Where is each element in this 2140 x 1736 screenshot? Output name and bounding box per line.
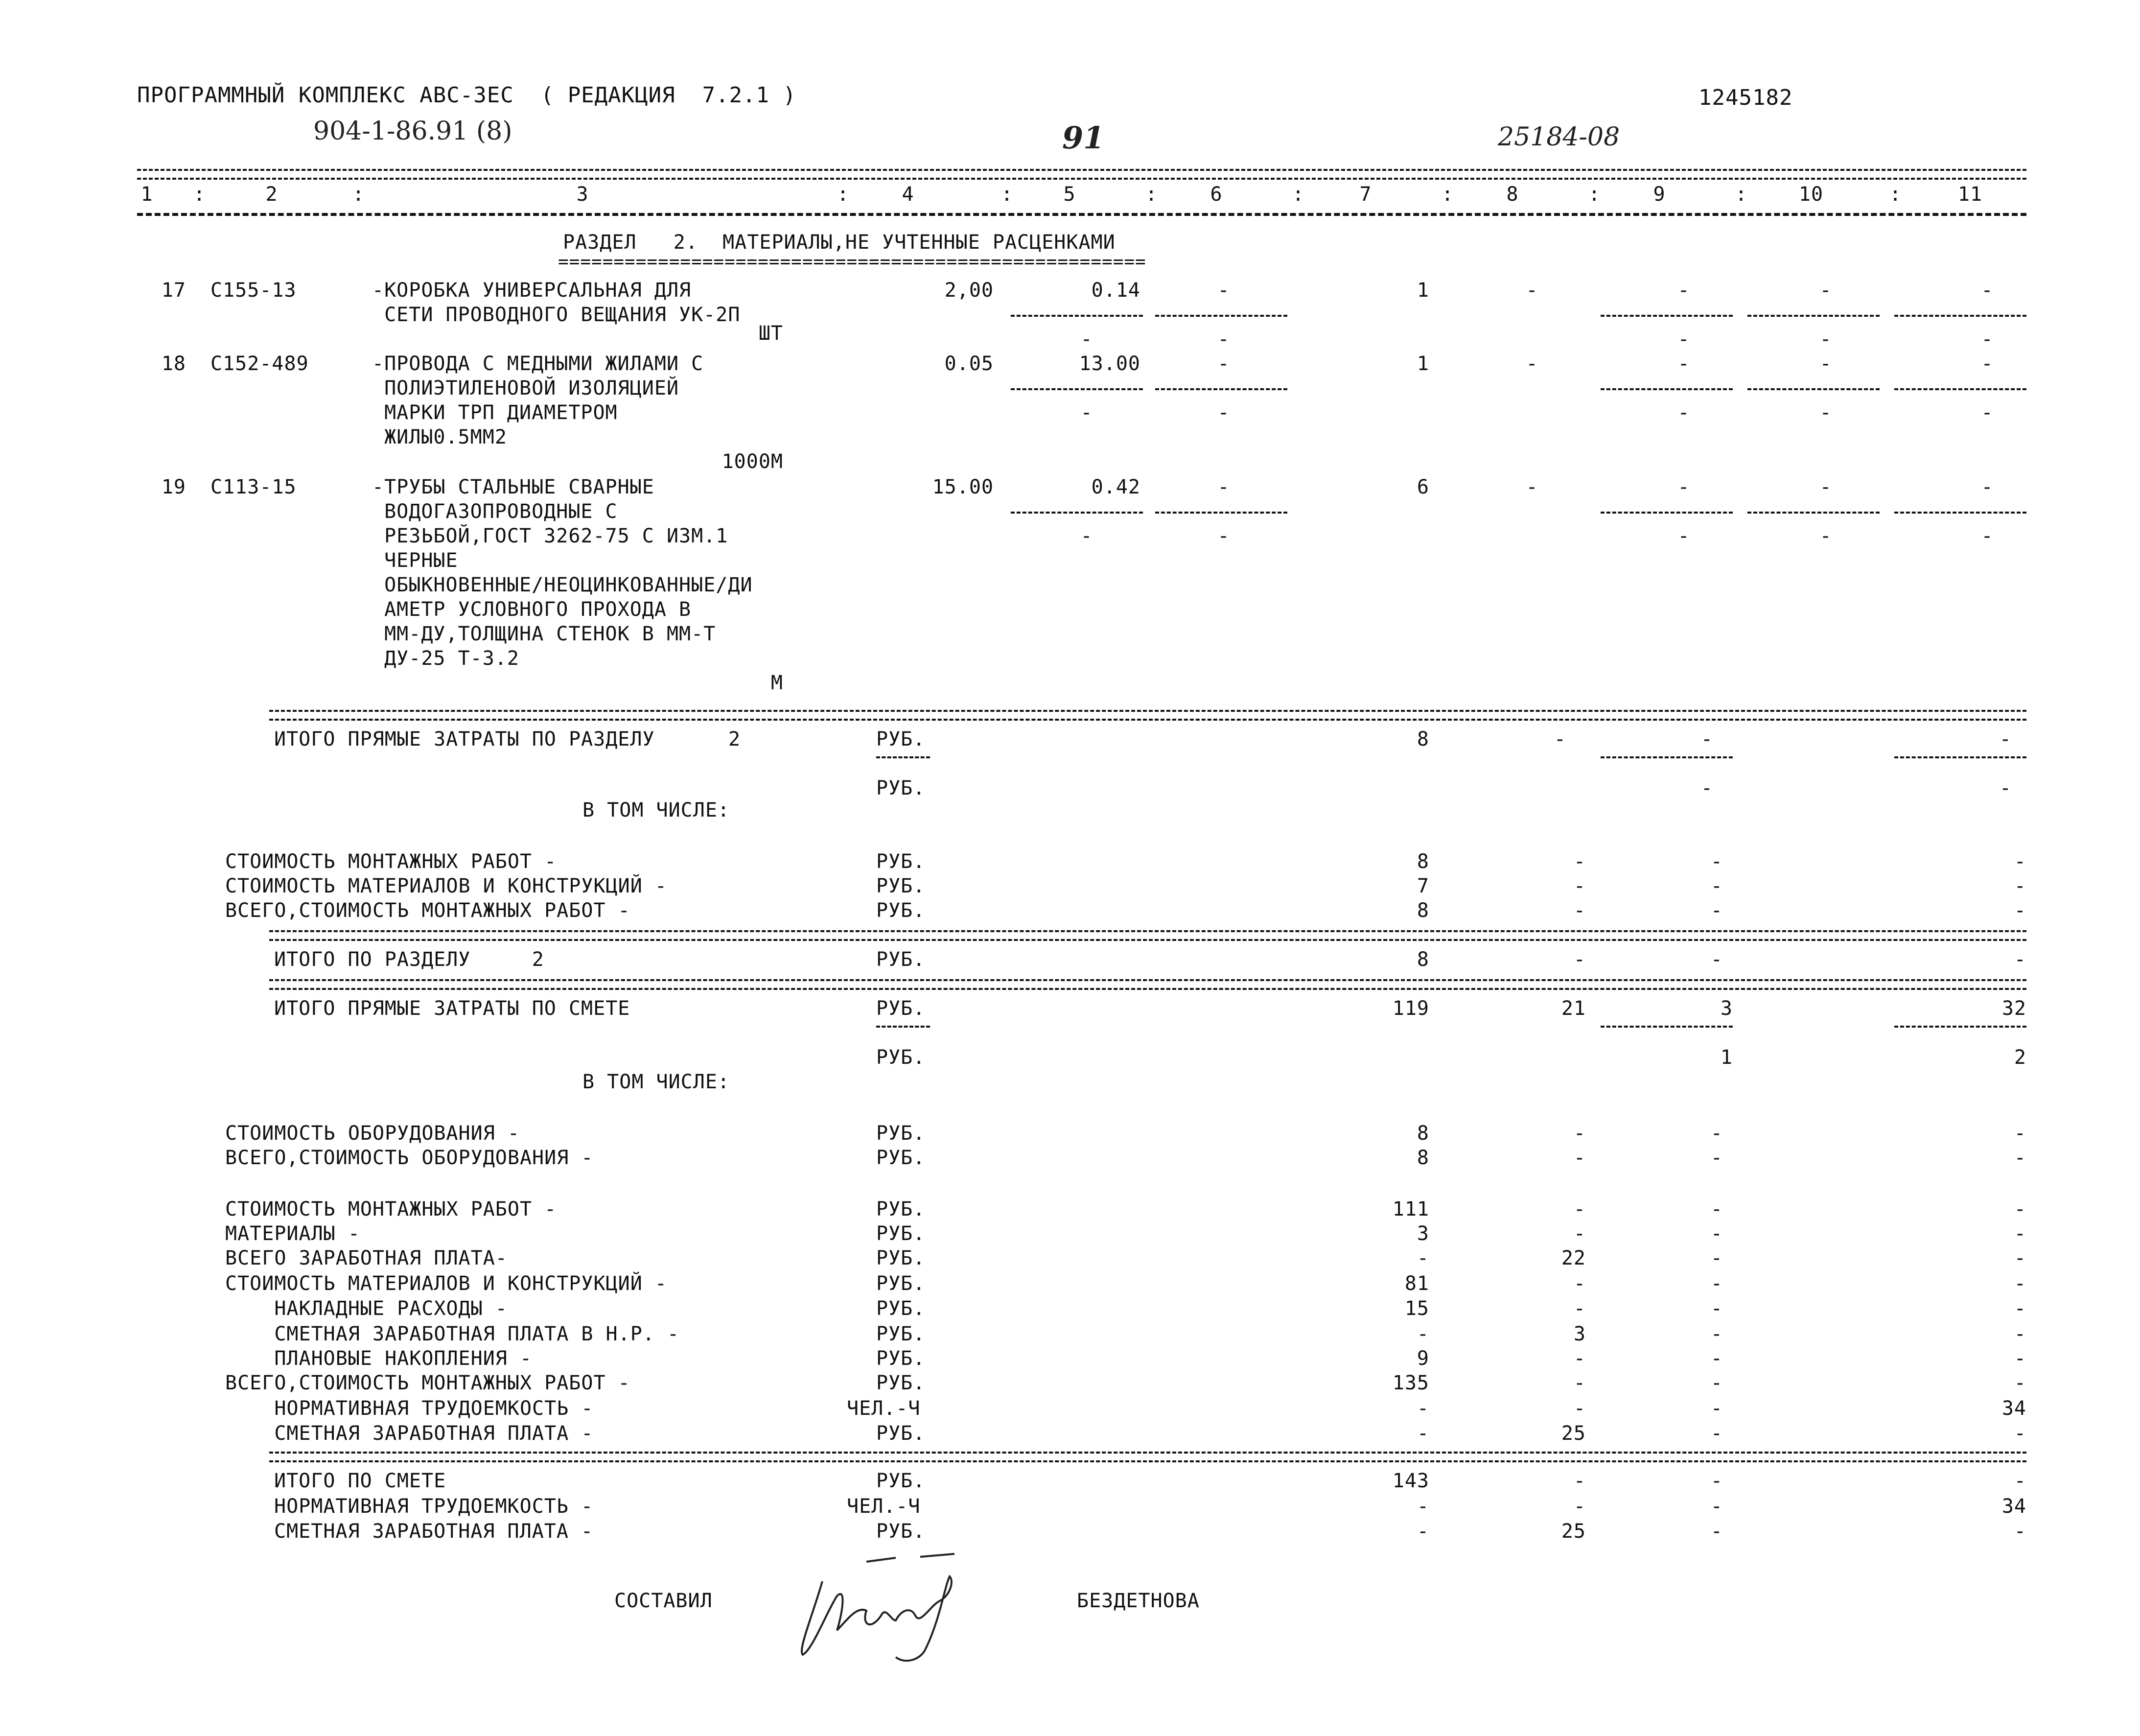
item-sub-col6: - [1217,328,1230,351]
document-number: 1245182 [1698,85,1793,110]
estimate-final-row-col11: - [2014,1520,2026,1543]
column-separator: : [352,183,365,206]
estimate-direct-col11: 32 [2001,997,2026,1020]
estimate-equipment-row-col9: - [1710,1147,1723,1169]
item-col11: - [1981,352,1994,375]
section-direct-col8: - [1554,728,1566,751]
estimate-works-row-label: СТОИМОСТЬ МОНТАЖНЫХ РАБОТ - [225,1198,557,1220]
estimate-final-row-label: ИТОГО ПО СМЕТЕ [274,1470,446,1492]
item-subrule [1747,315,1880,317]
estimate-final-row-unit: РУБ. [876,1520,926,1543]
section-total-col9: - [1710,948,1723,971]
section-row-label: СТОИМОСТЬ МАТЕРИАЛОВ И КОНСТРУКЦИЙ - [225,875,667,897]
item-quantity: 0.05 [944,352,994,375]
item-price: 0.14 [1091,279,1140,302]
item-code: С113-15 [210,476,297,498]
estimate-final-row-col9: - [1710,1520,1723,1543]
estimate-works-row-col7: 81 [1404,1272,1429,1295]
section-direct-subrule [1894,756,2026,758]
item-description-line: ММ-ДУ,ТОЛЩИНА СТЕНОК В ММ-Т [372,623,716,645]
item-col6: - [1217,476,1230,498]
item-code: С152-489 [210,352,309,375]
section-row-col8: - [1573,899,1586,922]
estimate-direct-label: ИТОГО ПРЯМЫЕ ЗАТРАТЫ ПО СМЕТЕ [274,997,630,1020]
header-top-rule [137,169,2026,180]
estimate-works-row-label: НОРМАТИВНАЯ ТРУДОЕМКОСТЬ - [225,1397,594,1420]
item-sub-col9: - [1677,401,1690,424]
section-row-col8: - [1573,850,1586,873]
column-header-3: 3 [576,183,589,206]
estimate-works-row-unit: РУБ. [876,1347,926,1370]
section-row-unit: РУБ. [876,899,926,922]
estimate-final-row-unit: ЧЕЛ.-Ч [847,1495,921,1518]
estimate-final-row-col9: - [1710,1470,1723,1492]
item-col7: 1 [1417,352,1429,375]
estimate-works-row-col8: - [1573,1372,1586,1394]
item-subrule [1011,512,1143,514]
column-header-9: 9 [1653,183,1666,206]
estimate-works-row-col7: - [1417,1247,1429,1269]
item-description-line: -ТРУБЫ СТАЛЬНЫЕ СВАРНЫЕ [372,476,654,498]
column-separator: : [1145,183,1158,206]
estimate-works-row-col7: - [1417,1323,1429,1345]
section-row-col9: - [1710,899,1723,922]
item-col10: - [1819,352,1832,375]
item-col8: - [1526,476,1538,498]
column-separator: : [1001,183,1014,206]
item-subrule [1894,315,2026,317]
item-price: 13.00 [1079,352,1140,375]
item-sub-col10: - [1819,525,1832,547]
estimate-equipment-row-col9: - [1710,1122,1723,1145]
item-col10: - [1819,476,1832,498]
section-direct-subrule [1601,756,1733,758]
estimate-final-row-col7: - [1417,1495,1429,1518]
estimate-works-row-label: ВСЕГО ЗАРАБОТНАЯ ПЛАТА- [225,1247,508,1269]
item-subrule [1601,388,1733,390]
section-direct-col7: 8 [1417,728,1429,751]
estimate-works-row-col9: - [1710,1247,1723,1269]
estimate-final-row-unit: РУБ. [876,1470,926,1492]
item-description-line: ДУ-25 Т-3.2 [372,647,519,670]
estimate-works-row-col11: - [2014,1323,2026,1345]
estimate-works-row-unit: РУБ. [876,1323,926,1345]
estimate-works-row-unit: РУБ. [876,1198,926,1220]
item-subrule [1747,512,1880,514]
column-header-1: 1 [140,183,153,206]
item-col11: - [1981,476,1994,498]
estimate-works-row-col11: - [2014,1297,2026,1320]
section-direct2-col11: - [1999,777,2012,799]
item-col9: - [1677,476,1690,498]
section-direct2-col9: - [1700,777,1713,799]
estimate-works-row-col7: 3 [1417,1222,1429,1245]
column-header-11: 11 [1957,183,1983,206]
estimate-works-row-col9: - [1710,1323,1723,1345]
estimate-works-row-col7: 111 [1392,1198,1429,1220]
section-total-col7: 8 [1417,948,1429,971]
section-total-unit: РУБ. [876,948,926,971]
estimate-direct2-col9: 1 [1720,1046,1733,1069]
estimate-final-rule [269,1452,2026,1462]
item-description-line: РЕЗЬБОЙ,ГОСТ 3262-75 С ИЗМ.1 [372,525,728,547]
item-sub-col10: - [1819,401,1832,424]
section-including: В ТОМ ЧИСЛЕ: [582,799,730,821]
item-sub-col5: - [1080,401,1093,424]
estimate-works-row-col7: 135 [1392,1372,1429,1394]
estimate-works-row-col11: - [2014,1422,2026,1445]
section-row-col7: 8 [1417,850,1429,873]
item-col7: 1 [1417,279,1429,302]
item-number: 18 [161,352,186,375]
column-header-10: 10 [1798,183,1824,206]
column-separator: : [1442,183,1454,206]
estimate-works-row-label: НАКЛАДНЫЕ РАСХОДЫ - [225,1297,508,1320]
estimate-final-row-label: СМЕТНАЯ ЗАРАБОТНАЯ ПЛАТА - [274,1520,594,1543]
estimate-works-row-col8: - [1573,1347,1586,1370]
estimate-works-row-label: ПЛАНОВЫЕ НАКОПЛЕНИЯ - [225,1347,533,1370]
program-title: ПРОГРАММНЫЙ КОМПЛЕКС АВС-3ЕС ( РЕДАКЦИЯ 7.2.1 ) [137,83,797,108]
estimate-works-row-unit: ЧЕЛ.-Ч [847,1397,921,1420]
estimate-final-row-col8: 25 [1561,1520,1586,1543]
item-description-line: ОБЫКНОВЕННЫЕ/НЕОЦИНКОВАННЫЕ/ДИ [372,574,753,596]
estimate-works-row-col8: - [1573,1222,1586,1245]
section-row-unit: РУБ. [876,850,926,873]
signature-image [793,1552,1028,1669]
estimate-works-row-unit: РУБ. [876,1297,926,1320]
item-price: 0.42 [1091,476,1140,498]
estimate-works-row-col11: - [2014,1198,2026,1220]
item-sub-col5: - [1080,328,1093,351]
section-total-col8: - [1573,948,1586,971]
estimate-works-row-unit: РУБ. [876,1222,926,1245]
item-sub-col11: - [1981,328,1994,351]
item-quantity: 2,00 [944,279,994,302]
estimate-works-row-col8: - [1573,1397,1586,1420]
estimate-works-row-unit: РУБ. [876,1272,926,1295]
section-direct-unit-rule [876,756,930,758]
estimate-final-row-col7: - [1417,1520,1429,1543]
column-separator: : [1735,183,1748,206]
item-col8: - [1526,279,1538,302]
item-col9: - [1677,279,1690,302]
estimate-works-row-unit: РУБ. [876,1247,926,1269]
section-direct-col9: - [1700,728,1713,751]
item-description-line: МАРКИ ТРП ДИАМЕТРОМ [372,401,618,424]
section-direct2-unit: РУБ. [876,777,926,799]
estimate-works-row-col8: - [1573,1297,1586,1320]
item-subrule [1894,512,2026,514]
section-direct-rule [269,710,2026,721]
item-subrule [1747,388,1880,390]
item-col6: - [1217,352,1230,375]
section-row-col7: 8 [1417,899,1429,922]
estimate-works-row-col8: 22 [1561,1247,1586,1269]
estimate-direct2-unit: РУБ. [876,1046,926,1069]
estimate-final-row-col8: - [1573,1495,1586,1518]
estimate-works-row-col7: 9 [1417,1347,1429,1370]
item-number: 17 [161,279,186,302]
item-subrule [1601,512,1733,514]
column-separator: : [193,183,206,206]
item-col7: 6 [1417,476,1429,498]
estimate-works-row-col8: - [1573,1198,1586,1220]
item-subrule [1155,512,1287,514]
column-header-8: 8 [1506,183,1519,206]
estimate-equipment-row-col11: - [2014,1122,2026,1145]
section-direct-label: ИТОГО ПРЯМЫЕ ЗАТРАТЫ ПО РАЗДЕЛУ 2 [274,728,741,751]
section-row-col11: - [2014,875,2026,897]
item-col9: - [1677,352,1690,375]
estimate-equipment-row-col7: 8 [1417,1147,1429,1169]
estimate-final-row-col8: - [1573,1470,1586,1492]
handwritten-reference: 25184-08 [1498,122,1620,152]
item-sub-col9: - [1677,328,1690,351]
section-total-col11: - [2014,948,2026,971]
estimate-final-row-col9: - [1710,1495,1723,1518]
section-row-col7: 7 [1417,875,1429,897]
estimate-equipment-row-unit: РУБ. [876,1122,926,1145]
item-subrule [1155,315,1287,317]
section-total-label: ИТОГО ПО РАЗДЕЛУ 2 [274,948,544,971]
estimate-works-row-unit: РУБ. [876,1422,926,1445]
estimate-works-row-col9: - [1710,1422,1723,1445]
column-separator: : [1588,183,1601,206]
item-description-line: ЧЕРНЫЕ [372,549,458,572]
section-direct-col11: - [1999,728,2012,751]
section-row-label: ВСЕГО,СТОИМОСТЬ МОНТАЖНЫХ РАБОТ - [225,899,630,922]
column-header-7: 7 [1359,183,1372,206]
item-subrule [1155,388,1287,390]
item-description-line: СЕТИ ПРОВОДНОГО ВЕЩАНИЯ УК-2П [372,304,741,326]
column-separator: : [1292,183,1305,206]
section-title: РАЗДЕЛ 2. МАТЕРИАЛЫ,НЕ УЧТЕННЫЕ РАСЦЕНКАМИ [563,231,1116,254]
section-direct-unit: РУБ. [876,728,926,751]
handwritten-page: 91 [1062,120,1105,156]
estimate-works-row-unit: РУБ. [876,1372,926,1394]
estimate-works-row-col11: - [2014,1222,2026,1245]
section-title-underline: ===================================================== [558,252,1146,272]
item-description-line: ПОЛИЭТИЛЕНОВОЙ ИЗОЛЯЦИЕЙ [372,377,679,399]
section-total-rule [269,930,2026,941]
item-col11: - [1981,279,1994,302]
estimate-works-row-col9: - [1710,1198,1723,1220]
section-row-unit: РУБ. [876,875,926,897]
estimate-final-row-col11: 34 [2001,1495,2026,1518]
estimate-works-row-label: МАТЕРИАЛЫ - [225,1222,360,1245]
estimate-works-row-col11: - [2014,1347,2026,1370]
item-description-line: -ПРОВОДА С МЕДНЫМИ ЖИЛАМИ С [372,352,704,375]
estimate-direct-col7: 119 [1392,997,1429,1020]
section-row-col9: - [1710,850,1723,873]
item-description-line: ЖИЛЫ0.5ММ2 [372,426,507,448]
estimate-works-row-label: ВСЕГО,СТОИМОСТЬ МОНТАЖНЫХ РАБОТ - [225,1372,630,1394]
estimate-direct-col9: 3 [1720,997,1733,1020]
section-row-col9: - [1710,875,1723,897]
estimate-works-row-label: СМЕТНАЯ ЗАРАБОТНАЯ ПЛАТА В Н.Р. - [225,1323,680,1345]
item-description-line: АМЕТР УСЛОВНОГО ПРОХОДА В [372,598,692,621]
item-sub-col6: - [1217,401,1230,424]
estimate-including: В ТОМ ЧИСЛЕ: [582,1071,730,1093]
estimate-works-row-label: СМЕТНАЯ ЗАРАБОТНАЯ ПЛАТА - [225,1422,594,1445]
estimate-works-row-col8: - [1573,1272,1586,1295]
item-unit: ШТ [758,322,783,345]
estimate-direct-subrule [1894,1026,2026,1028]
estimate-final-row-col7: 143 [1392,1470,1429,1492]
estimate-works-row-col7: 15 [1404,1297,1429,1320]
estimate-direct2-col11: 2 [2014,1046,2026,1069]
item-subrule [1601,315,1733,317]
estimate-direct-unit-rule [876,1026,930,1028]
estimate-works-row-col11: - [2014,1247,2026,1269]
estimate-direct-unit: РУБ. [876,997,926,1020]
estimate-works-row-col9: - [1710,1272,1723,1295]
item-sub-col10: - [1819,328,1832,351]
estimate-direct-rule [269,979,2026,990]
column-separator: : [1889,183,1902,206]
estimate-equipment-row-col11: - [2014,1147,2026,1169]
section-row-col8: - [1573,875,1586,897]
estimate-works-row-col9: - [1710,1222,1723,1245]
item-sub-col6: - [1217,525,1230,547]
estimate-works-row-label: СТОИМОСТЬ МАТЕРИАЛОВ И КОНСТРУКЦИЙ - [225,1272,667,1295]
estimate-direct-subrule [1601,1026,1733,1028]
estimate-equipment-row-label: ВСЕГО,СТОИМОСТЬ ОБОРУДОВАНИЯ - [225,1147,594,1169]
item-code: С155-13 [210,279,297,302]
estimate-works-row-col9: - [1710,1397,1723,1420]
item-unit: 1000М [721,450,783,473]
estimate-works-row-col8: 3 [1573,1323,1586,1345]
item-col10: - [1819,279,1832,302]
item-sub-col11: - [1981,525,1994,547]
estimate-equipment-row-label: СТОИМОСТЬ ОБОРУДОВАНИЯ - [225,1122,520,1145]
estimate-equipment-row-col7: 8 [1417,1122,1429,1145]
estimate-works-row-col11: - [2014,1272,2026,1295]
item-subrule [1894,388,2026,390]
estimate-equipment-row-col8: - [1573,1122,1586,1145]
column-header-2: 2 [265,183,278,206]
column-separator: : [837,183,850,206]
compiled-label: СОСТАВИЛ [614,1590,713,1612]
estimate-works-row-col9: - [1710,1347,1723,1370]
item-col6: - [1217,279,1230,302]
estimate-final-row-col11: - [2014,1470,2026,1492]
item-col8: - [1526,352,1538,375]
estimate-works-row-col9: - [1710,1297,1723,1320]
section-row-col11: - [2014,899,2026,922]
estimate-works-row-col9: - [1710,1372,1723,1394]
item-sub-col9: - [1677,525,1690,547]
estimate-works-row-col11: - [2014,1372,2026,1394]
estimate-works-row-col7: - [1417,1397,1429,1420]
handwritten-code: 904-1-86.91 (8) [313,117,512,146]
item-number: 19 [161,476,186,498]
item-sub-col11: - [1981,401,1994,424]
estimate-works-row-col8: 25 [1561,1422,1586,1445]
item-description-line: ВОДОГАЗОПРОВОДНЫЕ С [372,500,618,523]
section-row-label: СТОИМОСТЬ МОНТАЖНЫХ РАБОТ - [225,850,557,873]
item-quantity: 15.00 [932,476,994,498]
column-header-4: 4 [902,183,914,206]
compiler-name: БЕЗДЕТНОВА [1077,1590,1200,1612]
item-unit: М [770,672,783,694]
column-header-5: 5 [1063,183,1076,206]
estimate-works-row-col7: - [1417,1422,1429,1445]
column-header-6: 6 [1210,183,1223,206]
item-sub-col5: - [1080,525,1093,547]
estimate-works-row-col11: 34 [2001,1397,2026,1420]
header-bottom-rule [137,213,2026,216]
estimate-final-row-label: НОРМАТИВНАЯ ТРУДОЕМКОСТЬ - [274,1495,594,1518]
item-description-line: -КОРОБКА УНИВЕРСАЛЬНАЯ ДЛЯ [372,279,692,302]
item-subrule [1011,388,1143,390]
estimate-direct-col8: 21 [1561,997,1586,1020]
estimate-equipment-row-unit: РУБ. [876,1147,926,1169]
section-row-col11: - [2014,850,2026,873]
estimate-equipment-row-col8: - [1573,1147,1586,1169]
item-subrule [1011,315,1143,317]
